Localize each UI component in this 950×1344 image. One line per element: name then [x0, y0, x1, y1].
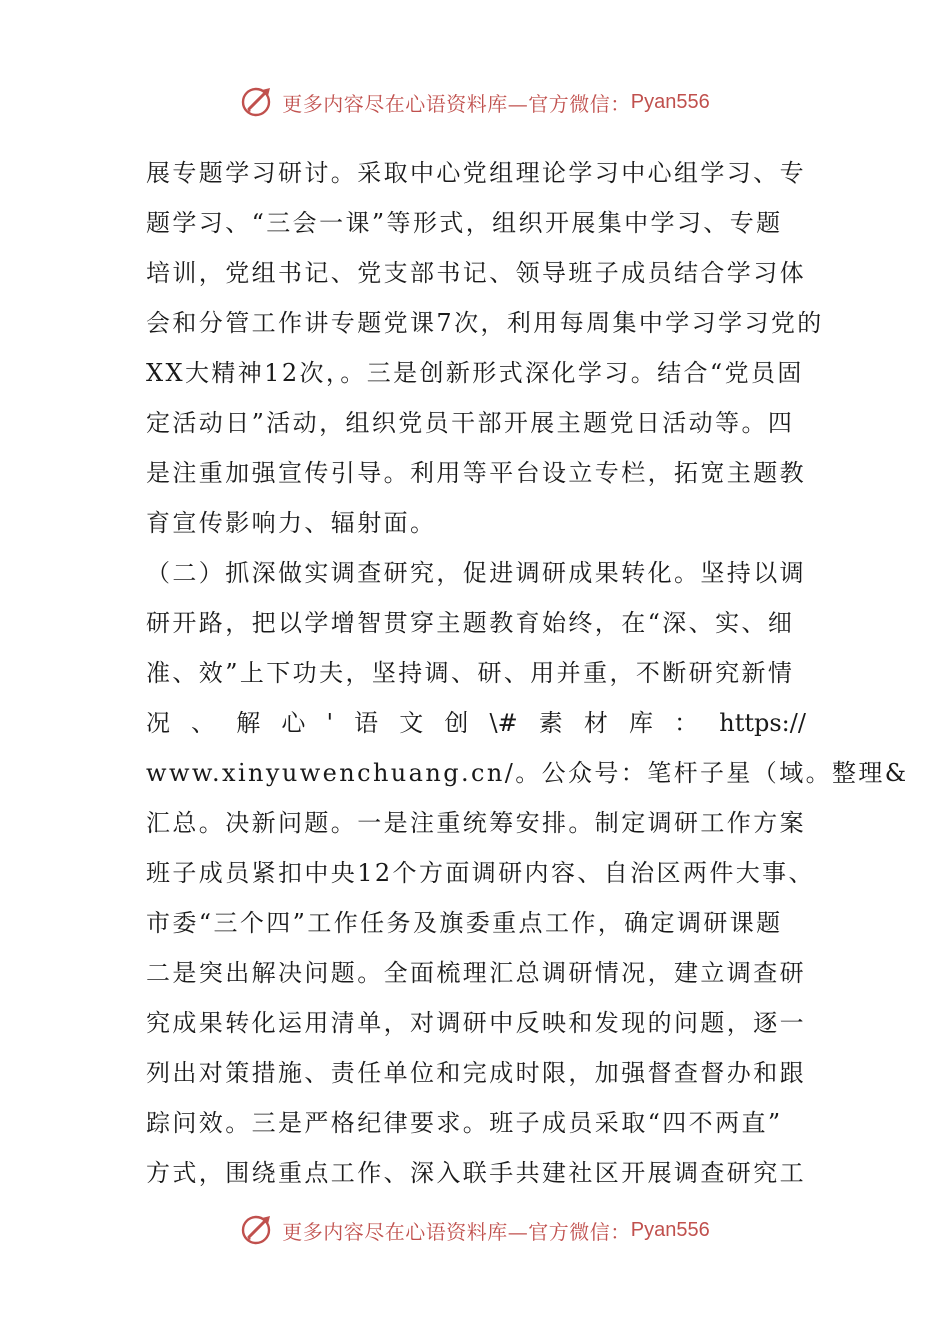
document-body: [146, 148, 909, 1198]
text-line: 展专题学习研讨。采取中心党组理论学习中心组学习、专: [146, 159, 806, 187]
text-line: 汇总。决新问题。一是注重统筹安排。制定调研工作方案: [146, 809, 806, 837]
justified-token: 解: [236, 709, 261, 737]
justified-token: 况: [146, 709, 170, 737]
justified-token: ：: [674, 709, 699, 737]
justified-token: ': [326, 709, 334, 737]
text-line: （二）抓深做实调查研究，促进调研成果转化。坚持以调: [146, 559, 806, 587]
text-line: 班子成员紧扣中央12个方面调研内容、自治区两件大事、: [146, 859, 815, 887]
justified-token: 创: [444, 709, 469, 737]
justified-token: https://: [719, 709, 806, 737]
text-line: 踪问效。三是严格纪律要求。班子成员采取“四不两直”: [146, 1109, 783, 1137]
justified-token: 文: [399, 709, 424, 737]
text-line: 方式，围绕重点工作、深入联手共建社区开展调查研究工: [146, 1159, 806, 1187]
text-line: 究成果转化运用清单，对调研中反映和发现的问题，逐一: [146, 1009, 806, 1037]
text-line: 会和分管工作讲专题党课7次，利用每周集中学习学习党的: [146, 309, 824, 337]
text-line: 育宣传影响力、辐射面。: [146, 509, 437, 537]
justified-token: 语: [354, 709, 379, 737]
banner-text: 更多内容尽在心语资料库—官方微信：: [282, 91, 631, 116]
text-line: 列出对策措施、责任单位和完成时限，加强督查督办和跟: [146, 1059, 806, 1087]
text-line: 是注重加强宣传引导。利用等平台设立专栏，拓宽主题教: [146, 459, 806, 487]
text-line: 定活动日”活动，组织党员干部开展主题党日活动等。四: [146, 409, 795, 437]
justified-token: 材: [583, 709, 608, 737]
justified-token: \#: [489, 709, 518, 737]
text-line: 市委“三个四”工作任务及旗委重点工作，确定调研课题: [146, 909, 783, 937]
text-line: www.xinyuwenchuang.cn/。公众号：笔杆子星（域。整理&: [146, 759, 909, 787]
text-line: 题学习、“三会一课”等形式，组织开展集中学习、专题: [146, 209, 783, 237]
banner-wechat-id: Pyan556: [630, 1218, 710, 1241]
justified-token: 库: [629, 709, 654, 737]
justified-token: 、: [191, 709, 216, 737]
banner-text: 更多内容尽在心语资料库—官方微信：: [282, 1219, 631, 1244]
footer-banner: [0, 1210, 950, 1250]
pen-logo-icon: [240, 1212, 276, 1248]
text-line: 研开路，把以学增智贯穿主题教育始终，在“深、实、细: [146, 609, 795, 637]
banner-wechat-id: Pyan556: [630, 90, 710, 113]
header-banner: [0, 82, 950, 122]
justified-token: 素: [538, 709, 563, 737]
pen-logo-icon: [240, 84, 276, 120]
text-line: 培训，党组书记、党支部书记、领导班子成员结合学习体: [146, 259, 806, 287]
justified-token: 心: [281, 709, 306, 737]
text-line-justified: [146, 698, 806, 748]
text-line: 准、效”上下功夫，坚持调、研、用并重，不断研究新情: [146, 659, 795, 687]
text-line: XX大精神12次，。三是创新形式深化学习。结合“党员固: [146, 359, 804, 387]
text-line: 二是突出解决问题。全面梳理汇总调研情况，建立调查研: [146, 959, 806, 987]
